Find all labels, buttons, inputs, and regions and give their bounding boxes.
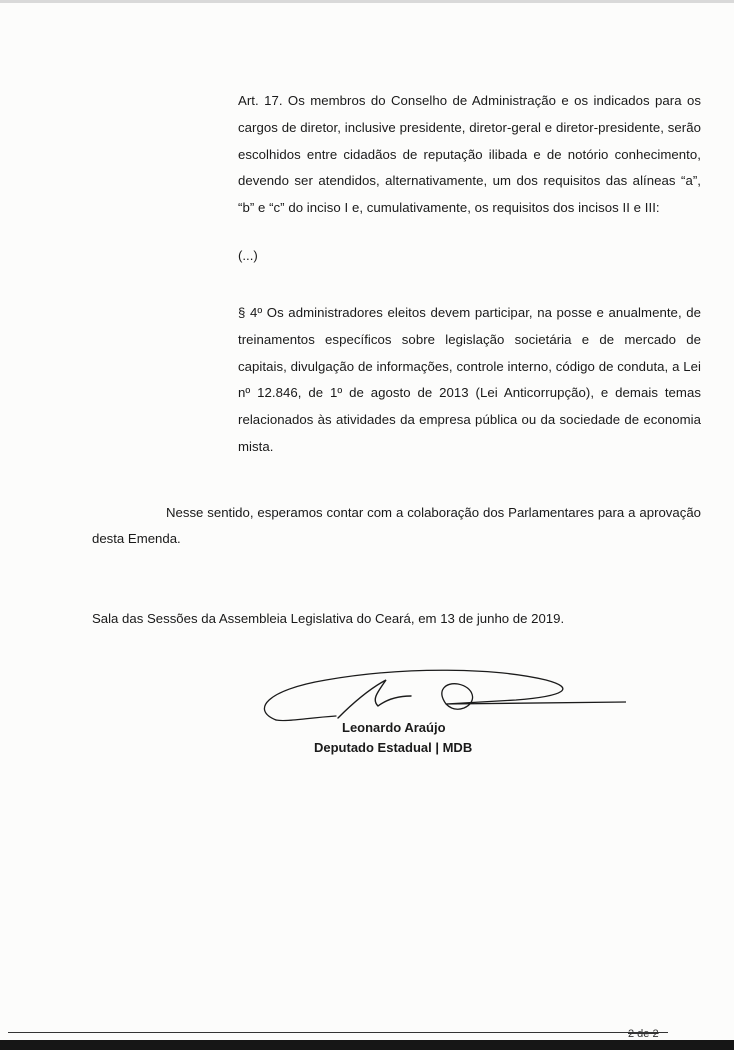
- closing-paragraph: Nesse sentido, esperamos contar com a colaboração dos Parlamentares para a aprovação desta Emenda.: [92, 505, 701, 546]
- place-and-date: Sala das Sessões da Assembleia Legislativa do Ceará, em 13 de junho de 2019.: [92, 611, 565, 626]
- signer-title: Deputado Estadual | MDB: [314, 740, 473, 755]
- signature-stroke-loop: [442, 684, 473, 710]
- page-bottom-edge: [0, 1040, 734, 1050]
- signature-stroke-initial: [338, 680, 411, 718]
- signature-stroke-main: [264, 670, 626, 720]
- footer-rule: [8, 1032, 668, 1033]
- page-number: 2 de 2: [628, 1028, 659, 1040]
- signer-name: Leonardo Araújo: [342, 720, 446, 735]
- page-top-edge: [0, 0, 734, 3]
- article-17-quote: Art. 17. Os membros do Conselho de Administração e os indicados para os cargos de diretor, inclusive presidente, diretor-geral e diretor-presidente, serão escolhidos entre cidadãos de reputação ilibada e de notório conhecimento, devendo ser atendidos, alternativamente, um dos requisitos das alíneas “a”, “b” e “c” do inciso I e, cumulativamente, os requisitos dos incisos II e III:: [238, 93, 701, 216]
- signature-block: [314, 718, 472, 758]
- paragraph-4-quote: § 4º Os administradores eleitos devem participar, na posse e anualmente, de treinamentos específicos sobre legislação societária e de mercado de capitais, divulgação de informações, controle interno, código de conduta, a Lei nº 12.846, de 1º de agosto de 2013 (Lei Anticorrupção), e demais temas relacionados às atividades da empresa pública ou da sociedade de economia mista.: [238, 305, 701, 454]
- omission-marker: (...): [238, 248, 258, 263]
